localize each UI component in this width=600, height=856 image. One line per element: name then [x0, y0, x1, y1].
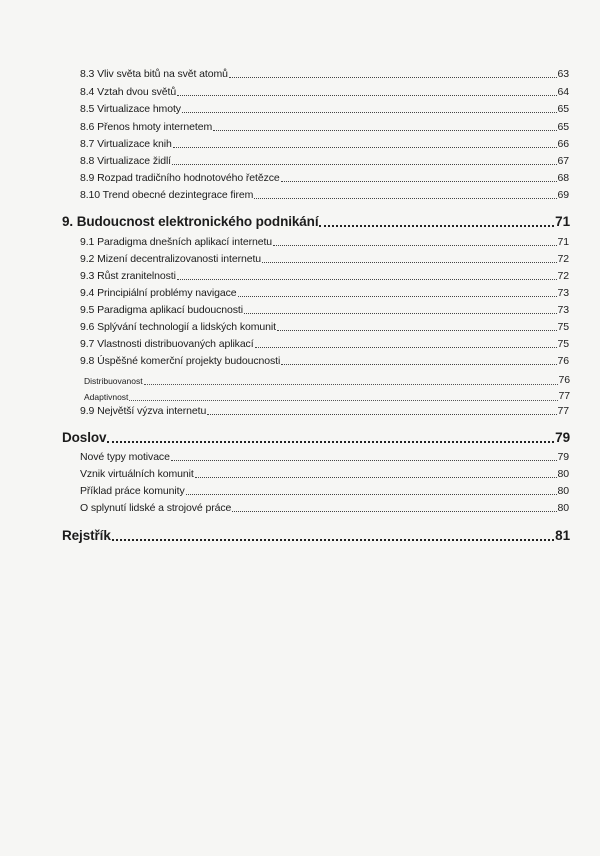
toc-entry-page: 65 — [557, 121, 569, 133]
toc-entry — [80, 69, 569, 80]
toc-entry-title: 9.8 Úspěšné komerční projekty budoucnosti — [80, 355, 281, 367]
dot-leader — [144, 384, 558, 385]
toc-entry-page: 71 — [557, 236, 569, 248]
toc-entry — [80, 486, 569, 497]
dot-leader — [171, 460, 557, 461]
toc-entry — [80, 288, 569, 299]
toc-chapter-title: Doslov — [62, 430, 107, 445]
toc-entry-page: 69 — [557, 189, 569, 201]
toc-entry — [80, 173, 569, 184]
dot-leader — [172, 164, 557, 165]
toc-entry-title: 9.2 Mizení decentralizovanosti internetu — [80, 253, 262, 265]
toc-entry-page: 80 — [557, 485, 569, 497]
dot-leader — [129, 400, 557, 401]
dot-leader — [273, 245, 556, 246]
dot-leader — [107, 441, 554, 443]
toc-entry — [80, 339, 569, 350]
toc-entry-page: 65 — [557, 103, 569, 115]
dot-leader — [213, 130, 556, 131]
toc-entry-title: Příklad práce komunity — [80, 485, 185, 497]
dot-leader — [186, 494, 557, 495]
toc-entry — [80, 87, 569, 98]
dot-leader — [195, 477, 557, 478]
dot-leader — [262, 262, 556, 263]
toc-subentry-title: Distribuovanost — [84, 376, 143, 386]
toc-entry-page: 75 — [557, 338, 569, 350]
toc-entry-page: 80 — [557, 502, 569, 514]
toc-entry-page: 80 — [557, 468, 569, 480]
toc-entry-page: 76 — [557, 355, 569, 367]
toc-entry-title: 9.9 Největší výzva internetu — [80, 405, 207, 417]
dot-leader — [182, 112, 557, 113]
dot-leader — [277, 330, 557, 331]
toc-chapter-heading — [62, 215, 570, 229]
toc-entry — [80, 237, 569, 248]
toc-chapter-page: 79 — [555, 430, 570, 445]
toc-entry-title: 9.1 Paradigma dnešních aplikací internetu — [80, 236, 273, 248]
dot-leader — [238, 296, 557, 297]
toc-entry — [80, 503, 569, 514]
toc-entry-page: 73 — [557, 287, 569, 299]
toc-entry-page: 67 — [557, 155, 569, 167]
toc-entry — [80, 406, 569, 417]
toc-subentry — [84, 391, 570, 402]
toc-entry — [80, 156, 569, 167]
toc-entry-title: 9.5 Paradigma aplikací budoucnosti — [80, 304, 243, 316]
toc-entry-page: 75 — [557, 321, 569, 333]
toc-entry-title: 9.3 Růst zranitelnosti — [80, 270, 176, 282]
toc-subentry-page: 77 — [558, 390, 570, 402]
toc-entry-page: 72 — [557, 253, 569, 265]
toc-entry-title: 8.5 Virtualizace hmoty — [80, 103, 181, 115]
dot-leader — [255, 347, 557, 348]
toc-entry-page: 63 — [557, 68, 569, 80]
toc-chapter-heading — [62, 529, 570, 543]
toc-entry — [80, 122, 569, 133]
dot-leader — [319, 225, 554, 227]
dot-leader — [281, 181, 557, 182]
toc-entry-title: 8.8 Virtualizace židlí — [80, 155, 171, 167]
dot-leader — [229, 77, 557, 78]
toc-entry-title: 8.9 Rozpad tradičního hodnotového řetězce — [80, 172, 280, 184]
toc-entry-page: 66 — [557, 138, 569, 150]
toc-entry — [80, 254, 569, 265]
toc-entry-page: 68 — [557, 172, 569, 184]
dot-leader — [207, 414, 556, 415]
toc-entry-title: 9.7 Vlastnosti distribuovaných aplikací — [80, 338, 254, 350]
toc-entry-title: 8.7 Virtualizace knih — [80, 138, 172, 150]
dot-leader — [254, 198, 556, 199]
toc-chapter-page: 71 — [555, 214, 570, 229]
toc-entry — [80, 190, 569, 201]
toc-subentry — [84, 375, 570, 386]
toc-entry-title: O splynutí lidské a strojové práce — [80, 502, 232, 514]
toc-entry — [80, 356, 569, 367]
toc-chapter-title: Rejstřík — [62, 528, 111, 543]
toc-chapter-title: 9. Budoucnost elektronického podnikání — [62, 214, 319, 229]
toc-entry-title: 9.6 Splývání technologií a lidských komunit — [80, 321, 276, 333]
toc-entry — [80, 104, 569, 115]
toc-entry-page: 64 — [557, 86, 569, 98]
toc-entry-title: 9.4 Principiální problémy navigace — [80, 287, 237, 299]
toc-subentry-page: 76 — [558, 374, 570, 386]
toc-entry-title: 8.6 Přenos hmoty internetem — [80, 121, 213, 133]
dot-leader — [177, 95, 556, 96]
dot-leader — [177, 279, 557, 280]
dot-leader — [173, 147, 557, 148]
toc-subentry-title: Adaptivnost — [84, 392, 129, 402]
toc-entry-title: 8.10 Trend obecné dezintegrace firem — [80, 189, 254, 201]
toc-entry — [80, 271, 569, 282]
toc-entry-title: Vznik virtuálních komunit — [80, 468, 194, 480]
toc-chapter-page: 81 — [555, 528, 570, 543]
toc-entry-page: 79 — [557, 451, 569, 463]
toc-entry — [80, 139, 569, 150]
dot-leader — [244, 313, 557, 314]
toc-entry-title: Nové typy motivace — [80, 451, 170, 463]
toc-entry-title: 8.3 Vliv světa bitů na svět atomů — [80, 68, 228, 80]
toc-entry — [80, 322, 569, 333]
toc-entry-title: 8.4 Vztah dvou světů — [80, 86, 177, 98]
toc-entry-page: 72 — [557, 270, 569, 282]
toc-entry — [80, 469, 569, 480]
toc-entry — [80, 305, 569, 316]
dot-leader — [112, 539, 554, 541]
toc-entry-page: 77 — [557, 405, 569, 417]
toc-entry-page: 73 — [557, 304, 569, 316]
dot-leader — [281, 364, 556, 365]
toc-entry — [80, 452, 569, 463]
toc-chapter-heading — [62, 431, 570, 445]
dot-leader — [232, 511, 556, 512]
